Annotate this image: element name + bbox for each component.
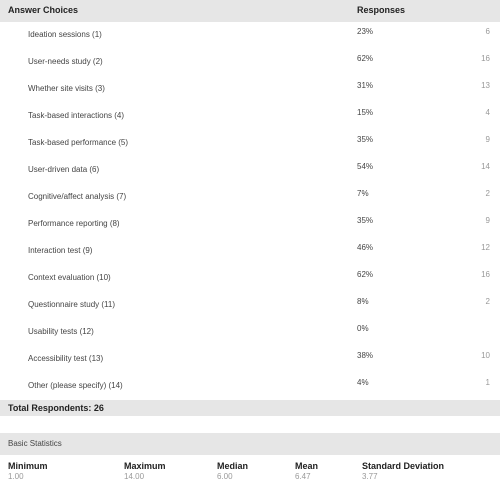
table-header (0, 0, 500, 22)
answer-label: Task-based interactions (4) (28, 111, 125, 120)
table-row (0, 49, 500, 76)
response-count: 2 (485, 297, 490, 306)
table-row (0, 22, 500, 49)
response-percent: 0% (357, 324, 369, 333)
answer-label: Accessibility test (13) (28, 354, 104, 363)
response-percent: 62% (357, 270, 374, 279)
answer-choices-header: Answer Choices (8, 5, 79, 15)
response-percent: 62% (357, 54, 374, 63)
response-count: 10 (481, 351, 490, 360)
response-count: 14 (481, 162, 490, 171)
stat-label: Standard Deviation (362, 461, 445, 471)
answer-label: Cognitive/affect analysis (7) (28, 192, 127, 201)
table-row (0, 184, 500, 211)
table-row (0, 319, 500, 346)
table-row (0, 76, 500, 103)
response-percent: 31% (357, 81, 374, 90)
response-count: 2 (485, 189, 490, 198)
answer-label: Whether site visits (3) (28, 84, 105, 93)
table-row (0, 103, 500, 130)
table-row (0, 265, 500, 292)
stat-value: 14.00 (124, 472, 145, 481)
basic-statistics-title: Basic Statistics (8, 439, 62, 448)
response-percent: 54% (357, 162, 374, 171)
response-percent: 7% (357, 189, 369, 198)
response-count: 1 (485, 378, 490, 387)
answer-label: User-driven data (6) (28, 165, 100, 174)
answer-label: Usability tests (12) (28, 327, 94, 336)
response-percent: 35% (357, 216, 374, 225)
response-percent: 35% (357, 135, 374, 144)
response-percent: 8% (357, 297, 369, 306)
stat-label: Mean (295, 461, 319, 471)
answer-label: Ideation sessions (1) (28, 30, 102, 39)
answer-label: Interaction test (9) (28, 246, 93, 255)
response-count: 9 (485, 216, 490, 225)
stat-standard-deviation (362, 461, 444, 481)
stat-value: 3.77 (362, 472, 378, 481)
response-count: 16 (481, 270, 490, 279)
response-percent: 46% (357, 243, 374, 252)
response-count: 9 (485, 135, 490, 144)
response-count: 6 (485, 27, 490, 36)
stat-value: 6.00 (217, 472, 233, 481)
stat-median (217, 461, 248, 481)
table-row (0, 211, 500, 238)
table-row (0, 157, 500, 184)
table-row (0, 292, 500, 319)
stat-label: Median (217, 461, 249, 471)
response-count: 16 (481, 54, 490, 63)
stat-label: Maximum (124, 461, 166, 471)
answer-label: Task-based performance (5) (28, 138, 129, 147)
response-count: 13 (481, 81, 490, 90)
table-row (0, 346, 500, 373)
response-percent: 15% (357, 108, 374, 117)
response-count: 4 (485, 108, 490, 117)
response-percent: 23% (357, 27, 374, 36)
table-row (0, 130, 500, 157)
stat-label: Minimum (8, 461, 48, 471)
answer-label: Questionnaire study (11) (28, 300, 116, 309)
stat-value: 6.47 (295, 472, 311, 481)
response-percent: 4% (357, 378, 369, 387)
stat-minimum (8, 461, 48, 481)
answer-label: User-needs study (2) (28, 57, 103, 66)
table-row (0, 238, 500, 265)
stat-maximum (124, 461, 166, 481)
table-row (0, 373, 500, 400)
response-count: 12 (481, 243, 490, 252)
total-respondents-row (0, 400, 500, 416)
basic-statistics-header (0, 433, 500, 455)
answer-label: Context evaluation (10) (28, 273, 111, 282)
answer-label: Performance reporting (8) (28, 219, 120, 228)
stat-mean (295, 461, 318, 481)
answer-label: Other (please specify) (14) (28, 381, 123, 390)
total-respondents-label: Total Respondents: 26 (8, 403, 104, 413)
responses-header: Responses (357, 5, 406, 15)
stat-value: 1.00 (8, 472, 24, 481)
response-percent: 38% (357, 351, 374, 360)
